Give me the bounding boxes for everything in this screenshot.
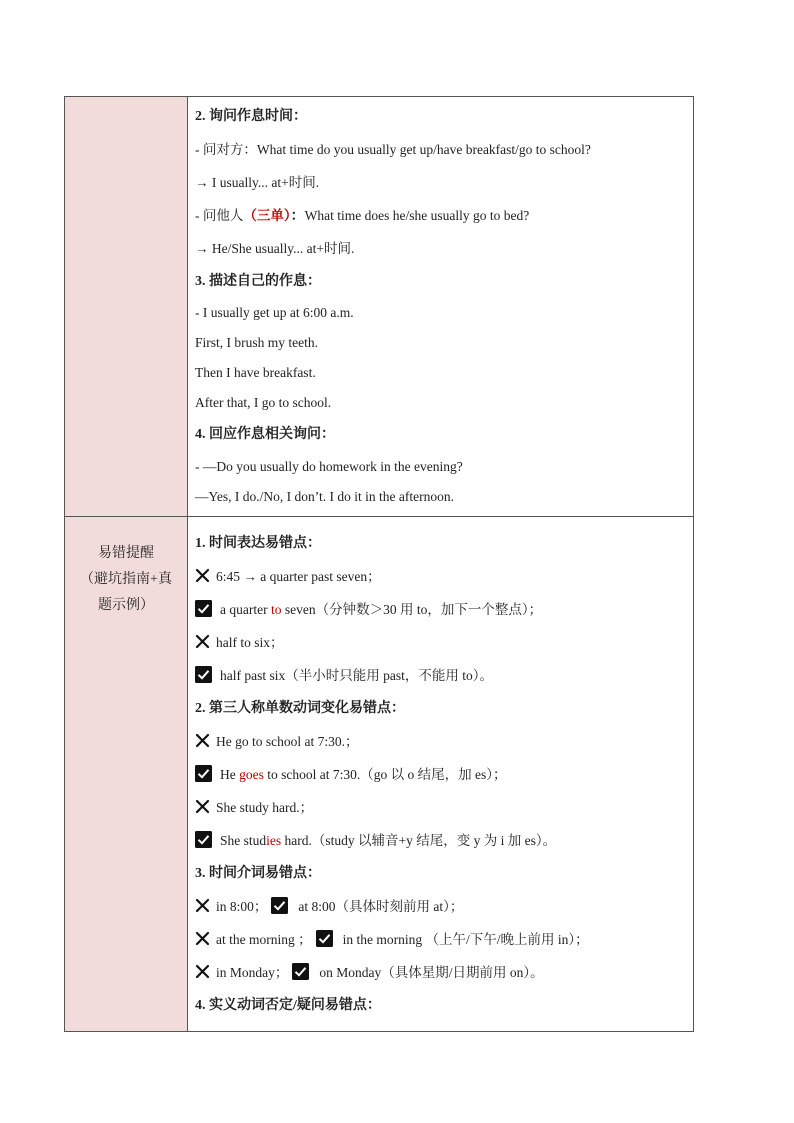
correct-text-rest: seven（分钟数＞30 用 to，加下一个整点）； xyxy=(281,602,543,617)
third-person-tag: （三单） xyxy=(243,208,291,223)
checkbox-checked-icon xyxy=(316,930,333,947)
heading-time-expression: 1. 时间表达易错点： xyxy=(195,536,321,551)
correct-text-rest: to school at 7:30.（go 以 o 结尾，加 es）； xyxy=(263,767,507,782)
error-text: half to six； xyxy=(216,635,284,650)
content-cell xyxy=(188,97,693,516)
row-label-line-2: （避坑指南+真 xyxy=(80,572,172,587)
label-cell xyxy=(65,517,188,1031)
correct-text: She stud xyxy=(220,833,267,848)
describe-line-3: Then I have breakfast. xyxy=(195,365,316,380)
correct-item xyxy=(195,758,693,791)
row-label-line-1: 易错提醒 xyxy=(98,546,154,561)
dialog-question: - —Do you usually do homework in the evening? xyxy=(195,459,463,474)
heading-describe-schedule: 3. 描述自己的作息： xyxy=(195,274,321,289)
highlight-word: goes xyxy=(239,767,264,782)
correct-text: a quarter xyxy=(220,602,271,617)
correct-item xyxy=(195,659,693,692)
cross-icon xyxy=(195,898,210,913)
highlight-word: to xyxy=(270,602,282,617)
ask-other-prefix: - 问他人 xyxy=(195,208,244,223)
dialog-answer: —Yes, I do./No, I don’t. I do it in the afternoon. xyxy=(195,489,454,504)
checkbox-checked-icon xyxy=(195,765,212,782)
preposition-item xyxy=(195,956,693,989)
error-item xyxy=(195,560,693,593)
table-row xyxy=(65,516,693,1031)
cross-icon xyxy=(195,931,210,946)
correct-text: half past six（半小时只能用 past，不能用 to）。 xyxy=(220,668,493,683)
describe-line-1: - I usually get up at 6:00 a.m. xyxy=(195,305,354,320)
ask-you-answer: → I usually... at+时间. xyxy=(195,175,320,190)
error-text: at the morning ； xyxy=(216,932,312,947)
correct-text: He xyxy=(220,767,240,782)
correct-text-rest: hard.（study 以辅音+y 结尾，变 y 为 i 加 es）。 xyxy=(281,833,557,848)
row-label-line-3: 题示例） xyxy=(98,598,154,613)
cross-icon xyxy=(195,568,210,583)
checkbox-checked-icon xyxy=(292,963,309,980)
describe-line-4: After that, I go to school. xyxy=(195,395,332,410)
heading-prepositions: 3. 时间介词易错点： xyxy=(195,866,321,881)
cross-icon xyxy=(195,733,210,748)
error-item xyxy=(195,791,693,824)
checkbox-checked-icon xyxy=(271,897,288,914)
error-text: He go to school at 7:30.； xyxy=(216,734,359,749)
table-row xyxy=(65,97,693,516)
error-item xyxy=(195,626,693,659)
heading-respond: 4. 回应作息相关询问： xyxy=(195,427,335,442)
describe-line-2: First, I brush my teeth. xyxy=(195,335,318,350)
checkbox-checked-icon xyxy=(195,831,212,848)
ask-you-line xyxy=(195,133,693,166)
ask-you-question: What time do you usually get up/have breakfast/go to school? xyxy=(256,142,591,157)
correct-item xyxy=(195,593,693,626)
label-cell xyxy=(65,97,188,516)
content-cell xyxy=(188,517,693,1031)
error-text: She study hard.； xyxy=(216,800,314,815)
correct-text: in the morning （上午/下午/晚上前用 in）； xyxy=(342,932,589,947)
heading-negation: 4. 实义动词否定/疑问易错点： xyxy=(195,998,381,1013)
content-table xyxy=(64,96,694,1032)
row-label xyxy=(65,527,187,619)
correct-text: on Monday（具体星期/日期前用 on）。 xyxy=(319,965,544,980)
cross-icon xyxy=(195,799,210,814)
error-item xyxy=(195,725,693,758)
heading-third-person: 2. 第三人称单数动词变化易错点： xyxy=(195,701,405,716)
ask-you-prefix: - 问对方： xyxy=(195,142,257,157)
preposition-item xyxy=(195,890,693,923)
ask-other-colon: ： xyxy=(290,209,305,224)
checkbox-checked-icon xyxy=(195,666,212,683)
ask-other-answer: → He/She usually... at+时间. xyxy=(195,241,355,256)
highlight-suffix: ies xyxy=(266,833,282,848)
preposition-item xyxy=(195,923,693,956)
correct-text: at 8:00（具体时刻前用 at）； xyxy=(298,899,464,914)
ask-other-line xyxy=(195,199,693,232)
ask-other-question: What time does he/she usually go to bed? xyxy=(304,208,530,223)
error-text: in Monday； xyxy=(216,965,289,980)
cross-icon xyxy=(195,964,210,979)
heading-ask-schedule: 2. 询问作息时间： xyxy=(195,109,307,124)
error-text: 6:45 → a quarter past seven； xyxy=(216,569,381,584)
error-text: in 8:00； xyxy=(216,899,268,914)
cross-icon xyxy=(195,634,210,649)
checkbox-checked-icon xyxy=(195,600,212,617)
correct-item xyxy=(195,824,693,857)
